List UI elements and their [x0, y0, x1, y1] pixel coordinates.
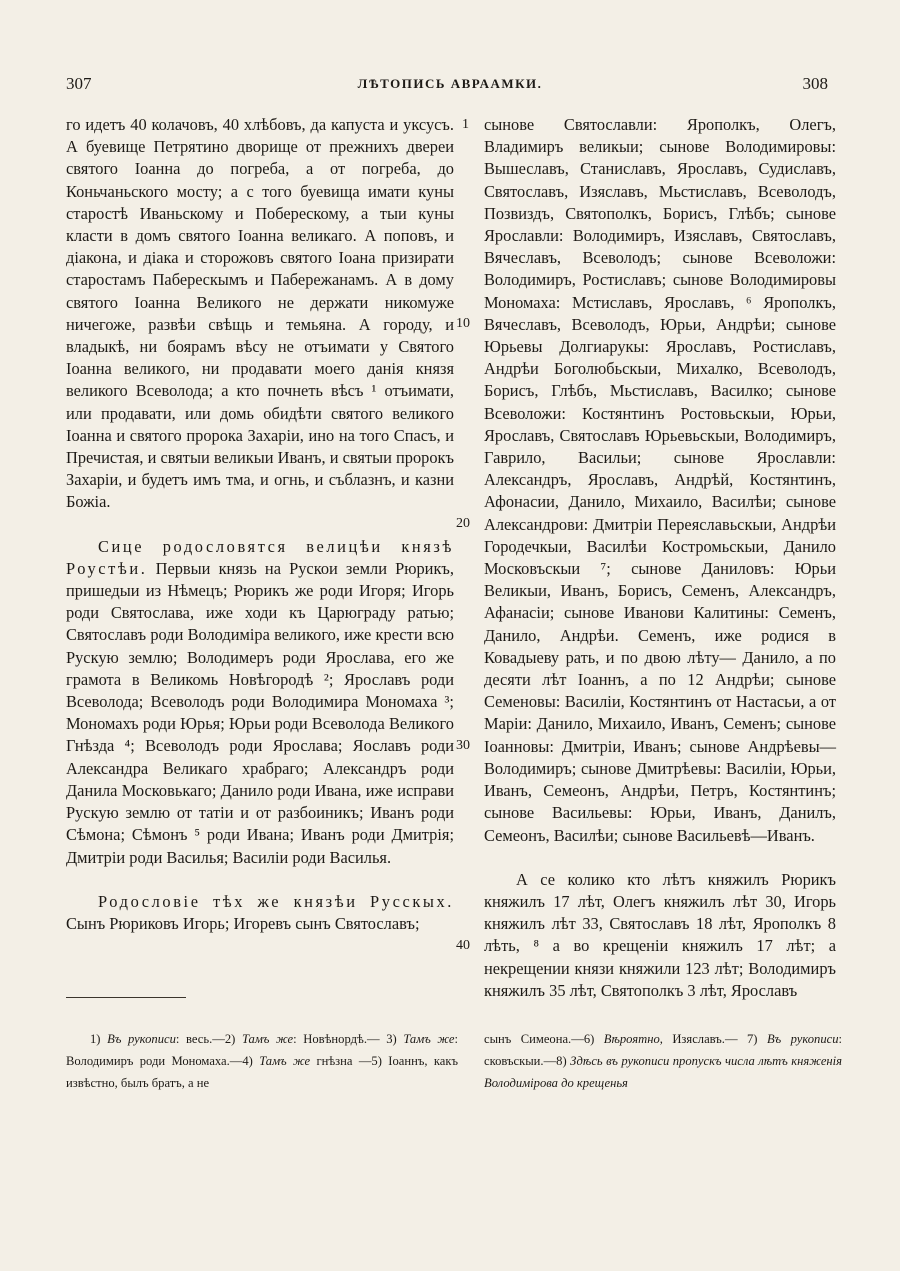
page-header — [0, 74, 900, 96]
line-number-40: 40 — [456, 938, 470, 953]
line-number-1: 1 — [462, 117, 469, 132]
line-number-10: 10 — [456, 316, 470, 331]
footnote-separator — [66, 997, 186, 998]
left-text-column — [66, 114, 454, 935]
lineage-text: Сынъ Рюриковъ Игорь; Игоревъ сынъ Святославъ; — [66, 913, 420, 933]
genealogy-heading: Сице родословятся велицѣи князѣ Роустѣи. — [66, 536, 454, 578]
right-text-column — [484, 114, 836, 1002]
genealogy-text: Первыи князь на Рускои земли Рюрикъ, пришедыи из Нѣмецъ; Рюрикъ же роди Игоря; Игорь роди Святослава, иже ходи къ Царюграду ратью; Святославъ роди Володиміра великого, иже крести всю Рускую землю; Володимеръ роди Ярослава, его же грамота в Великомь Новѣгородѣ ²; Ярославъ роди Всеволода; Всеволодъ роди Володимира Мономаха ³; Мономахъ роди Юрья; Юрьи роди Всеволода Великого Гнѣзда ⁴; Всеволодъ роди Ярослава; Яославъ роди Александра Великаго храбраго; Александръ роди Данила Московькаго; Данило роди Ивана, иже исправи Рускую землю от татіи и от разбоиникъ; Иванъ роди Сѣмона; Сѣмонъ ⁵ роди Ивана; Иванъ роди Дмитрія; Дмитріи роди Василья; Василіи роди Василья. — [66, 558, 454, 867]
footnotes-right-text: сынъ Симеона.—6) Вѣроятно, Изяславъ.— 7) Въ рукописи: сковъскыи.—8) Здѣсь въ рукописи пропускъ числа лѣтъ княженія Володимірова до крещенья — [484, 1032, 843, 1090]
lineage-heading: Родословіе тѣх же князѣи Русскых. — [98, 891, 454, 911]
right-paragraph-2: А се колико кто лѣтъ княжилъ Рюрикъ княжилъ 17 лѣт, Олегъ княжилъ лѣт 30, Игорь княжилъ лѣт 33, Святославъ 18 лѣт, Ярополкъ 8 лѣть, ⁸ а во крещеніи княжилъ 17 лѣт; а некрещении князи княжили 123 лѣт; Володимиръ княжилъ 35 лѣт, Святополкъ 3 лѣт, Ярославъ — [484, 869, 836, 1000]
running-title: ЛѢТОПИСЬ АВРААМКИ. — [357, 76, 543, 91]
line-number-20: 20 — [456, 516, 470, 531]
footnotes-right — [484, 1028, 842, 1094]
left-paragraph-1: го идетъ 40 колачовъ, 40 хлѣбовъ, да капуста и уксусъ. А буевище Петрятино дворище от прежнихъ двереи святого Іоанна до погреба, а от погреба, до Коньчаньского мосту; а с того буевища имати куны старостѣ Иваньскому и Побереcкому, а тыи куны класти в домъ святого Іоанна великаго. А поповъ, и діакона, и діака и сторожовъ святого Іоана призирати старостамъ Пабереcкымъ и Пабережанамъ. А в дому святого Іоанна Великого не держати никомуже ничегоже, развѣи свѣщь и темьяна. А городу, и владыкѣ, ни боярамъ вѣсу не отъимати у Святого Іоанна великого, ни продавати моего данія князя великого Всеволода; а кто почнеть вѣсъ ¹ отъимати, или продавати, или домь обидѣти святого великого Іоанна и святого пророка Захаріи, ино на того Спасъ, и Пречистая, и святыи великыи Иванъ, и святыи пророкъ Захаріи, и будетъ имъ тма, и огнь, и съблазнъ, и казни Божіа. — [66, 115, 454, 512]
page-number-right: 308 — [802, 74, 828, 93]
right-paragraph-1: сынове Святославли: Ярополкъ, Олегъ, Владимиръ великыи; сынове Володимировы: Вышеславъ, Станиславъ, Ярославъ, Судиславъ, Святославъ, Изяславъ, Мьстиславъ, Всеволодъ, Позвиздъ, Святополкъ, Борисъ, Глѣбъ; сынове Ярославли: Володимиръ, Изяславъ, Святославъ, Вячеславъ, Всеволодъ; сынове Всеволожи: Володимиръ, Ростиславъ; сынове Володимировы Мономаха: Мстиславъ, Ярославъ, ⁶ Ярополкъ, Вячеславъ, Всеволодъ, Юрьи, Андрѣи; сынове Юрьевы Долгиарукы: Ярославъ, Ростиславъ, Андрѣи Боголюбьскыи, Михалко, Всеволодъ, Борисъ, Глѣбъ, Мьстиславъ, Василко; сынове Всеволожи: Костянтинъ Ростовьскыи, Юрьи, Ярославъ, Святославъ Юрьевьскыи, Володимиръ, Гаврило, Васильи; сынове Ярославли: Александръ, Ярославъ, Андрѣй, Костянтинъ, Афонасии, Данило, Михаило, Василѣи; сынове Александрови: Дмитріи Переяславьскыи, Андрѣи Городечкыи, Василѣи Костромьскыи, Данило Московъскыи ⁷; сынове Даниловъ: Юрьи Великыи, Иванъ, Борисъ, Семенъ, Александръ, Афанасіи; сынове Иванови Калитины: Семенъ, Данило, Андрѣи. Семенъ, иже родися в Ковадыеву рать, и по двою лѣту— Данило, а по десяти лѣт Іоаннъ, а по 12 Андрѣи; сынове Семеновы: Василіи, Костянтинъ от Настасьи, а от Маріи: Данило, Михаило, Иванъ, Семенъ; сынове Іоанновы: Дмитріи, Иванъ; сынове Андрѣевы—Володимиръ; сынове Дмитрѣевы: Василіи, Юрьи, Иванъ, Семеонъ, Андрѣи, Петръ, Костянтинъ; сынове Васильевы: Юрьи, Иванъ, Данилъ, Семеонъ, Василѣи; сынове Васильевѣ—Иванъ. — [484, 115, 836, 845]
footnotes-left — [66, 1028, 458, 1094]
left-paragraph-3 — [66, 891, 454, 935]
line-number-30: 30 — [456, 738, 470, 753]
footnotes-left-text: 1) Въ рукописи: весь.—2) Тамъ же: Новѣнордѣ.— 3) Тамъ же: Володимиръ роди Мономаха.—4) Тамъ же гнѣзна —5) Іоаннъ, какъ извѣстно, былъ братъ, а не — [66, 1032, 459, 1090]
left-paragraph-2 — [66, 536, 454, 869]
page-number-left: 307 — [66, 74, 92, 93]
